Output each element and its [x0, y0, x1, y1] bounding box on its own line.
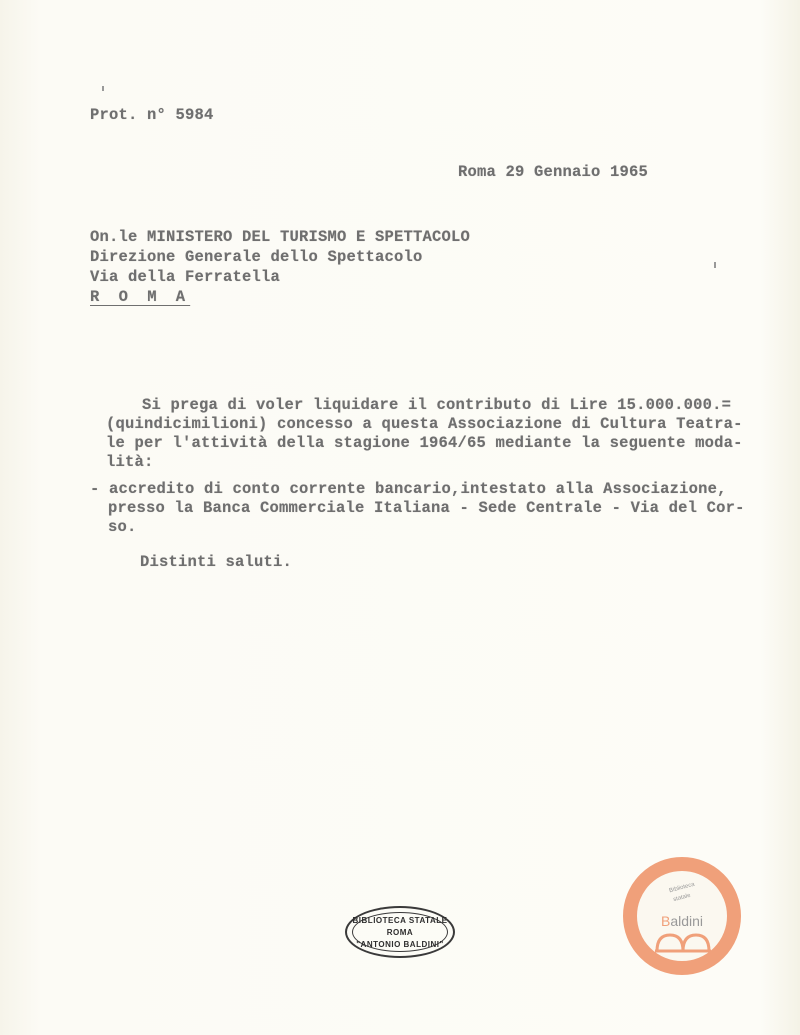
closing-salutation: Distinti saluti. — [140, 553, 293, 571]
logo-small-text-2: statale — [672, 892, 692, 904]
body-line-1: Si prega di voler liquidare il contributo di Lire 15.000.000.= — [142, 396, 732, 414]
recipient-line-3: Via della Ferratella — [90, 268, 281, 286]
body-line-2: (quindicimilioni) concesso a questa Associazione di Cultura Teatra- — [106, 415, 743, 433]
logo-name — [637, 913, 727, 929]
stamp-middle-text: ROMA — [386, 928, 414, 937]
open-book-icon — [655, 933, 711, 953]
list-item-line-3: so. — [108, 518, 137, 536]
paper-mark — [714, 262, 716, 268]
protocol-number: Prot. n° 5984 — [90, 106, 214, 124]
stamp-bottom-text: "ANTONIO BALDINI" — [356, 940, 444, 949]
logo-initial: B — [660, 913, 671, 929]
paper-mark — [102, 86, 104, 91]
stamp-top-text: BIBLIOTECA STATALE — [352, 916, 448, 925]
list-item-line-1: - accredito di conto corrente bancario,intestato alla Associazione, — [90, 480, 727, 498]
body-line-4: lità: — [106, 453, 154, 471]
recipient-city: R O M A — [90, 288, 191, 306]
baldini-logo — [623, 857, 741, 975]
body-line-3: le per l'attività della stagione 1964/65 mediante la seguente moda- — [106, 434, 743, 452]
recipient-line-2: Direzione Generale dello Spettacolo — [90, 248, 423, 266]
logo-small-text-1: Biblioteca — [668, 881, 696, 895]
recipient-line-1: On.le MINISTERO DEL TURISMO E SPETTACOLO — [90, 228, 471, 246]
date-line: Roma 29 Gennaio 1965 — [458, 163, 649, 181]
list-item-line-2: presso la Banca Commerciale Italiana - Sede Centrale - Via del Cor- — [108, 499, 745, 517]
library-stamp — [345, 906, 455, 958]
logo-name-rest: aldini — [670, 913, 704, 929]
